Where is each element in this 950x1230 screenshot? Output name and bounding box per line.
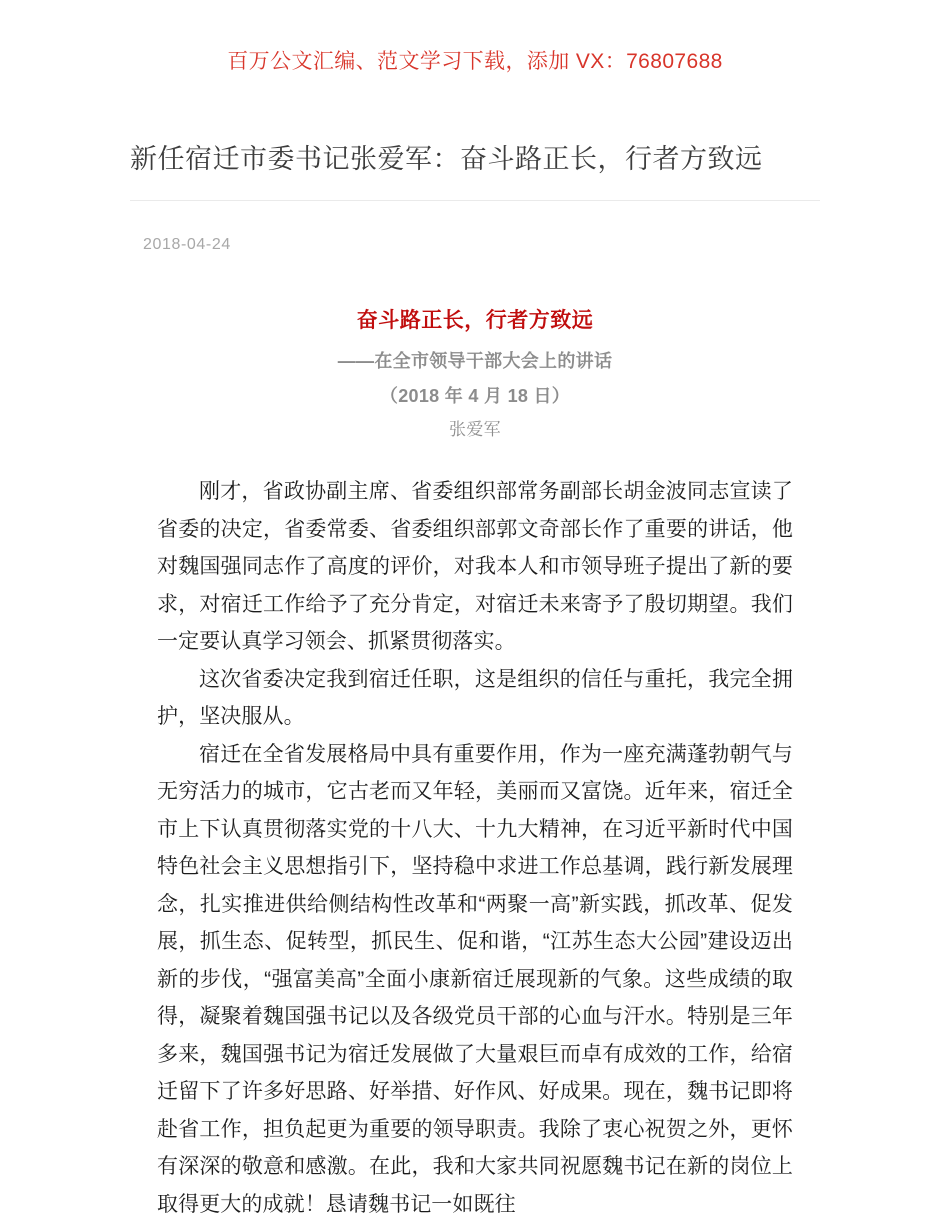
promo-banner-text: 百万公文汇编、范文学习下载，添加 VX：76807688 xyxy=(227,50,723,73)
speech-title: 奋斗路正长，行者方致远 xyxy=(356,309,594,333)
speech-date: （2018 年 4 月 18 日） xyxy=(379,386,571,407)
body-paragraph: 刚才，省政协副主席、省委组织部常务副部长胡金波同志宣读了省委的决定，省委常委、省委组织部郭文奇部长作了重要的讲话，他对魏国强同志作了高度的评价，对我本人和市领导班子提出了新的要求，对宿迁工作给予了充分肯定，对宿迁未来寄予了殷切期望。我们一定要认真学习领会、抓紧贯彻落实。 xyxy=(157,480,793,654)
article-publish-date: 2018-04-24 xyxy=(143,236,231,254)
article-header xyxy=(130,77,820,256)
promo-banner xyxy=(0,0,950,77)
body-paragraph: 宿迁在全省发展格局中具有重要作用，作为一座充满蓬勃朝气与无穷活力的城市，它古老而又年轻，美丽而又富饶。近年来，宿迁全市上下认真贯彻落实党的十八大、十九大精神，在习近平新时代中国特色社会主义思想指引下，坚持稳中求进工作总基调，践行新发展理念，扎实推进供给侧结构性改革和“两聚一高”新实践，抓改革、促发展，抓生态、促转型，抓民生、促和谐，“江苏生态大公园”建设迈出新的步伐，“强富美高”全面小康新宿迁展现新的气象。这些成绩的取得，凝聚着魏国强书记以及各级党员干部的心血与汗水。特别是三年多来，魏国强书记为宿迁发展做了大量艰巨而卓有成效的工作，给宿迁留下了许多好思路、好举措、好作风、好成果。现在，魏书记即将赴省工作，担负起更为重要的领导职责。我除了衷心祝贺之外，更怀有深深的敬意和感激。在此，我和大家共同祝愿魏书记在新的岗位上取得更大的成就！恳请魏书记一如既往 xyxy=(157,742,793,1216)
speech-heading-block xyxy=(130,256,820,443)
document-body xyxy=(157,443,793,1223)
speech-subtitle: ——在全市领导干部大会上的讲话 xyxy=(337,351,613,372)
body-paragraph: 这次省委决定我到宿迁任职，这是组织的信任与重托，我完全拥护，坚决服从。 xyxy=(157,667,793,729)
title-divider xyxy=(130,200,820,201)
page-title: 新任宿迁市委书记张爱军：奋斗路正长，行者方致远 xyxy=(130,144,763,175)
speech-author: 张爱军 xyxy=(449,420,501,440)
